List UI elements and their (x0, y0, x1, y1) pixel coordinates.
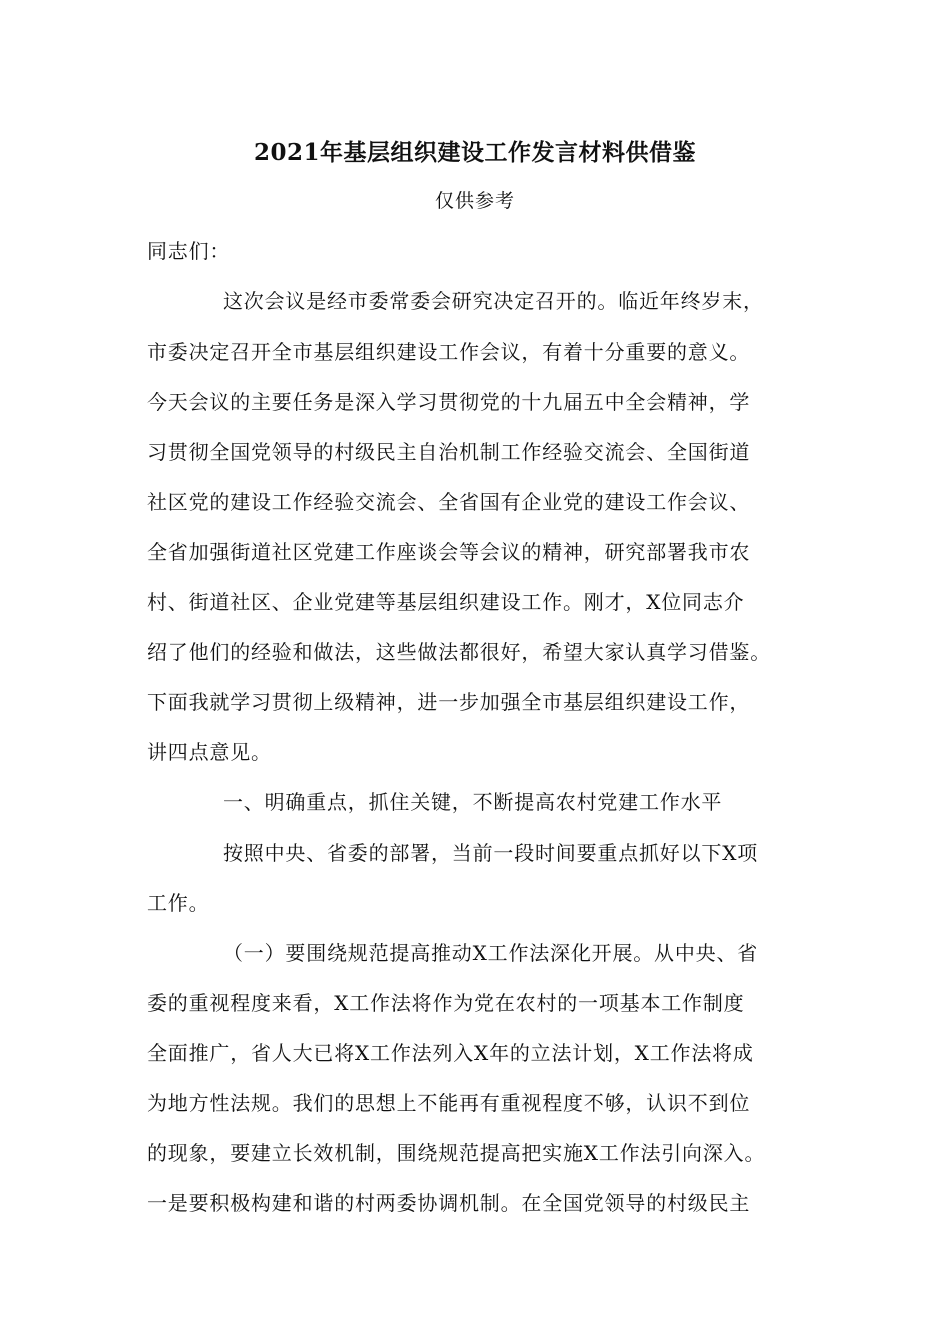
body-line: 一是要积极构建和谐的村两委协调机制。在全国党领导的村级民主 (147, 1191, 751, 1215)
body-line: 这次会议是经市委常委会研究决定召开的。临近年终岁末， (223, 289, 764, 313)
body-line: 为地方性法规。我们的思想上不能再有重视程度不够，认识不到位 (147, 1091, 751, 1115)
body-line: 按照中央、省委的部署，当前一段时间要重点抓好以下X项 (223, 841, 759, 865)
subsection-heading: （一）要围绕规范提高推动X工作法深化开展。从中央、省 (223, 941, 759, 965)
body-line: 全省加强街道社区党建工作座谈会等会议的精神，研究部署我市农 (147, 540, 751, 564)
document-subtitle: 仅供参考 (434, 190, 515, 212)
body-line: 讲四点意见。 (147, 740, 272, 764)
section-heading: 一、明确重点，抓住关键，不断提高农村党建工作水平 (223, 790, 723, 814)
body-line: 的现象，要建立长效机制，围绕规范提高把实施X工作法引向深入。 (147, 1141, 766, 1165)
body-line: 工作。 (147, 891, 210, 915)
body-line: 今天会议的主要任务是深入学习贯彻党的十九届五中全会精神，学 (147, 390, 751, 414)
body-line: 村、街道社区、企业党建等基层组织建设工作。刚才，X位同志介 (147, 590, 745, 614)
document-title: 2021年基层组织建设工作发言材料供借鉴 (253, 139, 696, 166)
body-line: 下面我就学习贯彻上级精神，进一步加强全市基层组织建设工作， (147, 690, 751, 714)
body-line: 社区党的建设工作经验交流会、全省国有企业党的建设工作会议、 (147, 490, 751, 514)
body-line: 习贯彻全国党领导的村级民主自治机制工作经验交流会、全国街道 (147, 440, 751, 464)
body-line: 全面推广，省人大已将X工作法列入X年的立法计划，X工作法将成 (147, 1041, 754, 1065)
salutation: 同志们： (147, 239, 231, 263)
body-line: 委的重视程度来看，X工作法将作为党在农村的一项基本工作制度 (147, 991, 745, 1015)
body-line: 市委决定召开全市基层组织建设工作会议，有着十分重要的意义。 (147, 340, 751, 364)
body-line: 绍了他们的经验和做法，这些做法都很好，希望大家认真学习借鉴。 (147, 640, 771, 664)
